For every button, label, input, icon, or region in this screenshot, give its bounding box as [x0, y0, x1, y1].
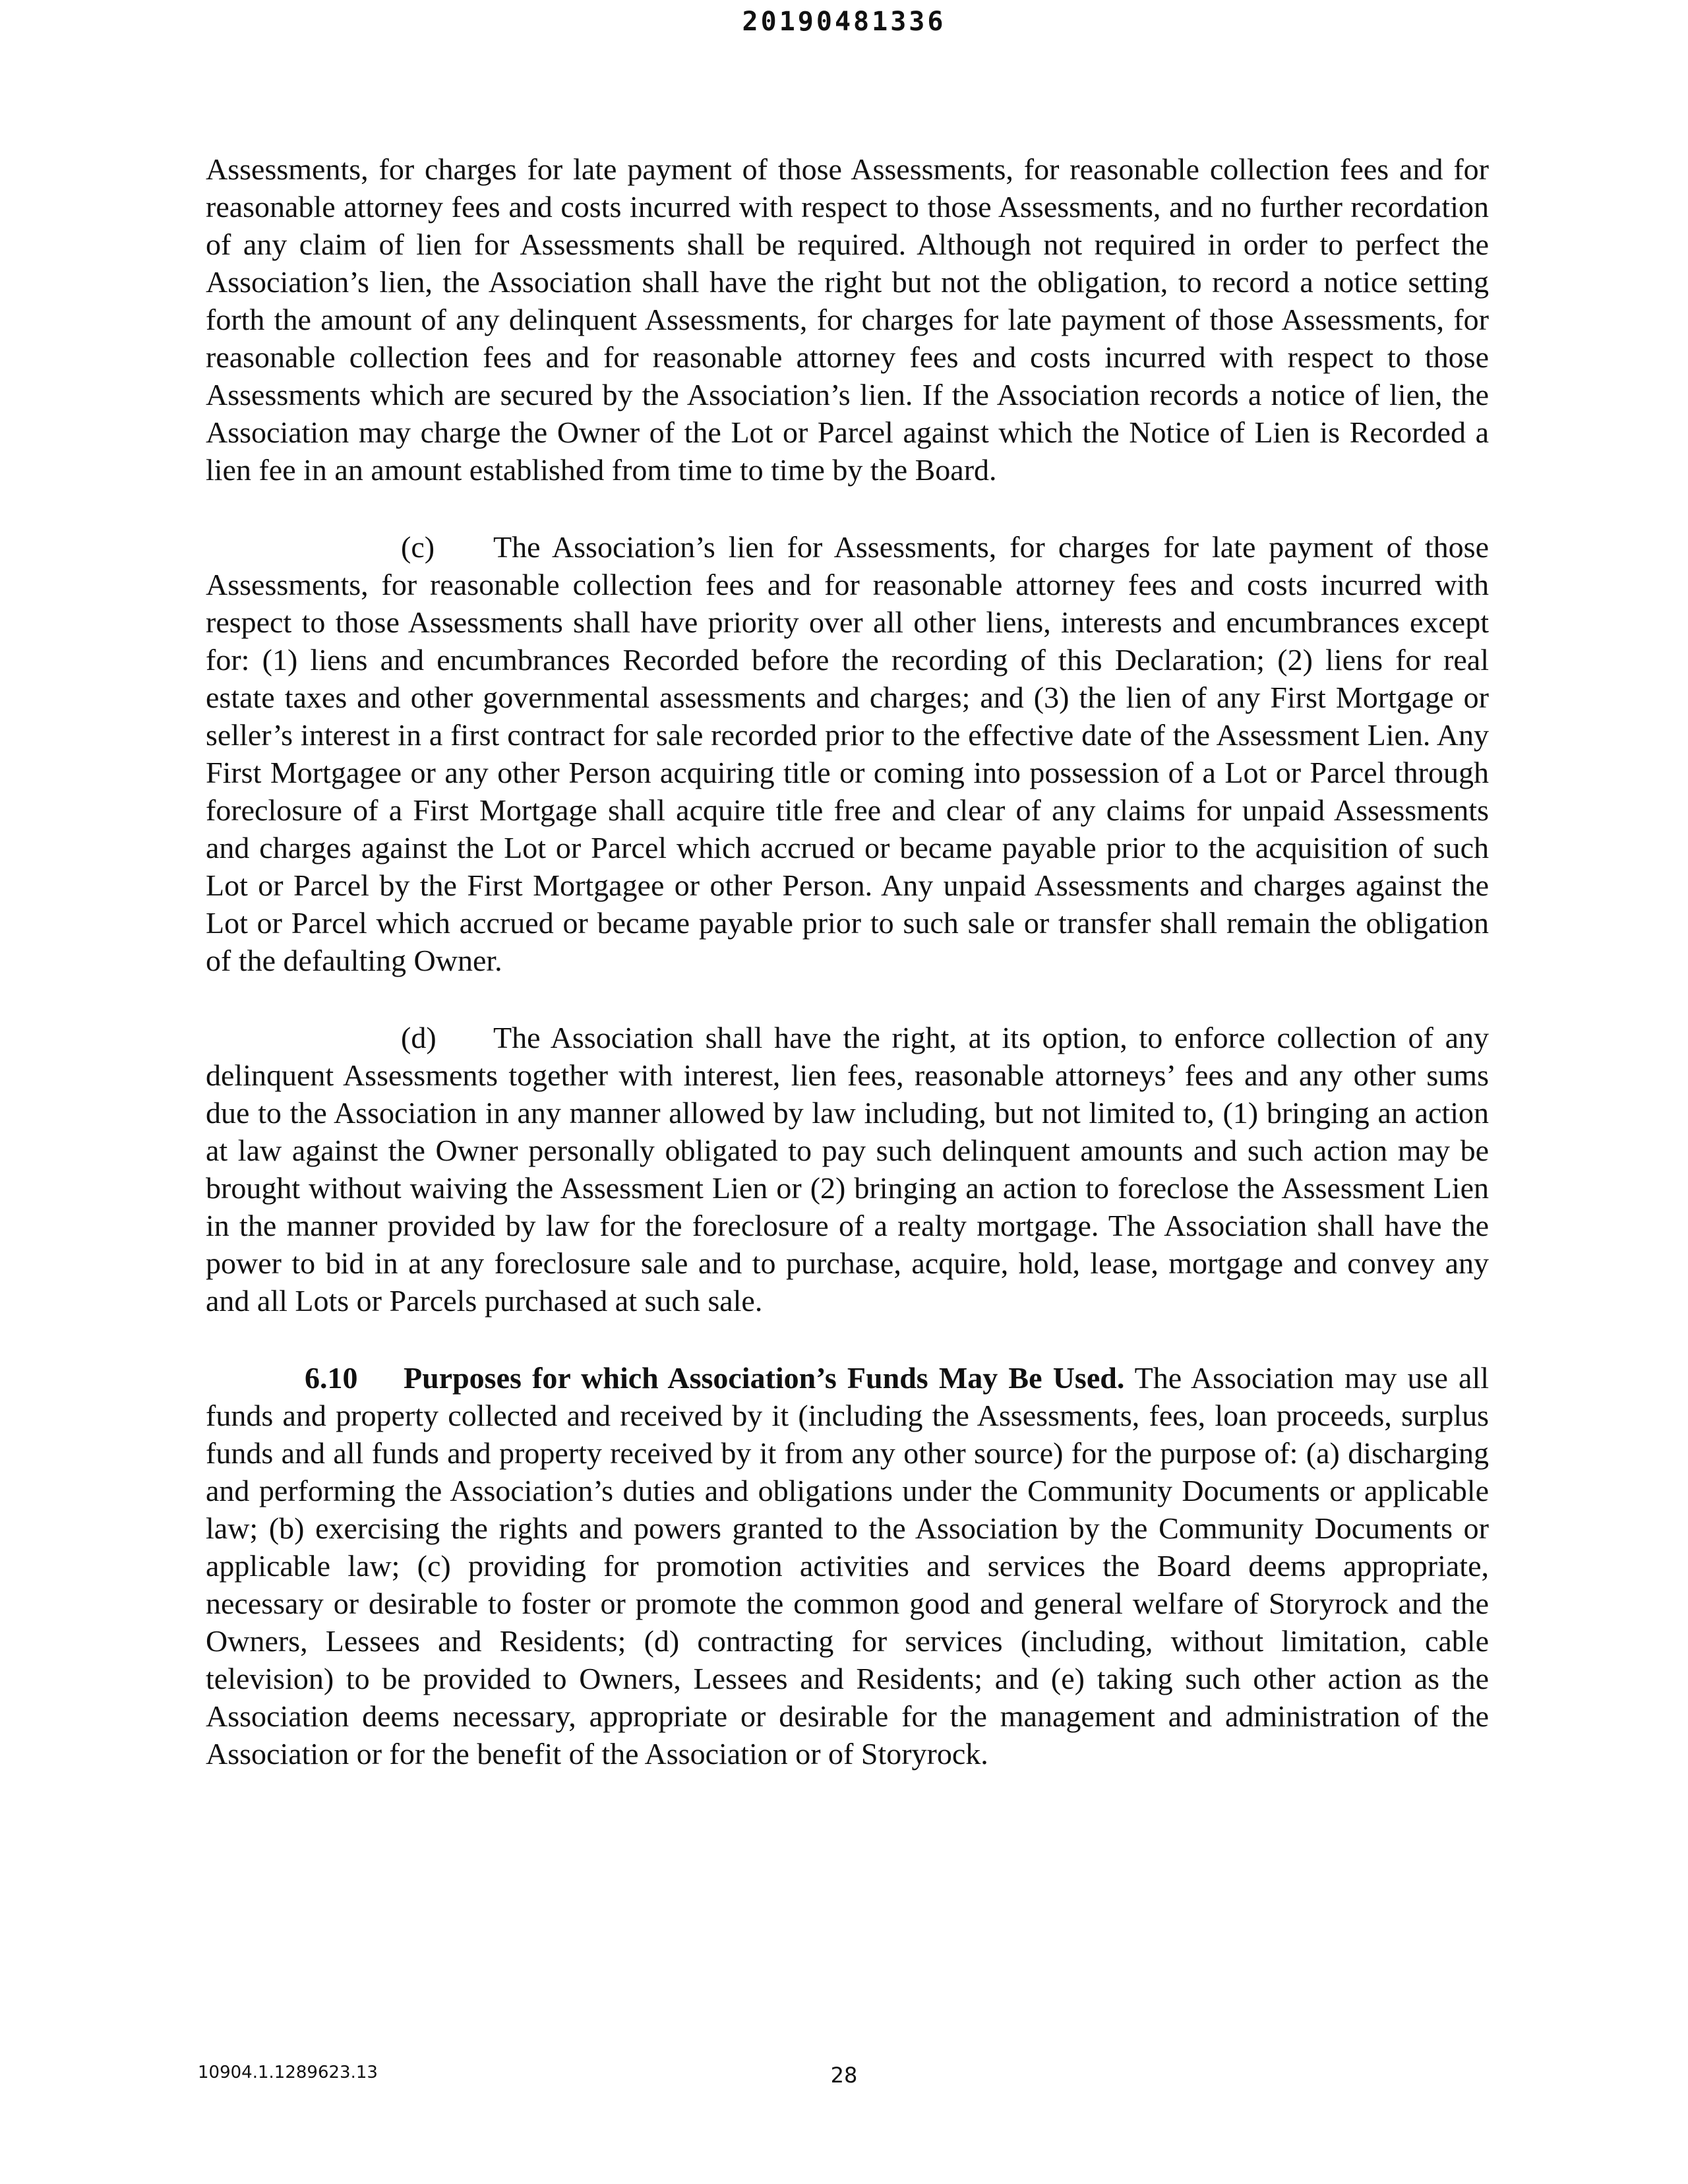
- page-number: 28: [830, 2063, 858, 2088]
- subparagraph-d-label: (d): [401, 1021, 437, 1054]
- subparagraph-d-text: The Association shall have the right, at its option, to enforce collection of any delinquent Assessments together with interest, lien fees, reasonable attorneys’ fees and any other sums due to the Association in any manner allowed by law including, but not limited to, (1) bringing an action at law against the Owner personally obligated to pay such delinquent amounts and such action may be brought without waiving the Assessment Lien or (2) bringing an action to foreclose the Assessment Lien in the manner provided by law for the foreclosure of a realty mortgage. The Association shall have the power to bid in at any foreclosure sale and to purchase, acquire, hold, lease, mortgage and convey any and all Lots or Parcels purchased at such sale.: [206, 1021, 1489, 1318]
- subparagraph-c: [206, 528, 1489, 979]
- footer-document-reference: 10904.1.1289623.13: [198, 2063, 378, 2082]
- section-number: 6.10: [305, 1361, 358, 1395]
- subparagraph-c-label: (c): [401, 530, 435, 564]
- document-body: [206, 150, 1489, 1812]
- section-title: Purposes for which Association’s Funds May Be Used.: [404, 1361, 1125, 1395]
- subparagraph-c-text: The Association’s lien for Assessments, for charges for late payment of those Assessments, for reasonable collection fees and for reasonable attorney fees and costs incurred with respect to those Assessments shall have priority over all other liens, interests and encumbrances except for: (1) liens and encumbrances Recorded before the recording of this Declaration; (2) liens for real estate taxes and other governmental assessments and charges; and (3) the lien of any First Mortgage or seller’s interest in a first contract for sale recorded prior to the effective date of the Assessment Lien. Any First Mortgagee or any other Person acquiring title or coming into possession of a Lot or Parcel through foreclosure of a First Mortgage shall acquire title free and clear of any claims for unpaid Assessments and charges against the Lot or Parcel which accrued or became payable prior to the acquisition of such Lot or Parcel by the First Mortgagee or other Person. Any unpaid Assessments and charges against the Lot or Parcel which accrued or became payable prior to such sale or transfer shall remain the obligation of the defaulting Owner.: [206, 530, 1489, 977]
- recording-number: 20190481336: [742, 7, 946, 37]
- subparagraph-d: [206, 1019, 1489, 1320]
- section-6-10: [206, 1359, 1489, 1773]
- section-text: The Association may use all funds and property collected and received by it (including the Assessments, fees, loan proceeds, surplus funds and all funds and property received by it from any other source) for the purpose of: (a) discharging and performing the Association’s duties and obligations under the Community Documents or applicable law; (b) exercising the rights and powers granted to the Association by the Community Documents or applicable law; (c) providing for promotion activities and services the Board deems appropriate, necessary or desirable to foster or promote the common good and general welfare of Storyrock and the Owners, Lessees and Residents; (d) contracting for services (including, without limitation, cable television) to be provided to Owners, Lessees and Residents; and (e) taking such other action as the Association deems necessary, appropriate or desirable for the management and administration of the Association or for the benefit of the Association or of Storyrock.: [206, 1361, 1490, 1771]
- continuation-paragraph: Assessments, for charges for late payment of those Assessments, for reasonable collection fees and for reasonable attorney fees and costs incurred with respect to those Assessments, and no further recordation of any claim of lien for Assessments shall be required. Although not required in order to perfect the Association’s lien, the Association shall have the right but not the obligation, to record a notice setting forth the amount of any delinquent Assessments, for charges for late payment of those Assessments, for reasonable collection fees and for reasonable attorney fees and costs incurred with respect to those Assessments which are secured by the Association’s lien. If the Association records a notice of lien, the Association may charge the Owner of the Lot or Parcel against which the Notice of Lien is Recorded a lien fee in an amount established from time to time by the Board.: [206, 152, 1489, 487]
